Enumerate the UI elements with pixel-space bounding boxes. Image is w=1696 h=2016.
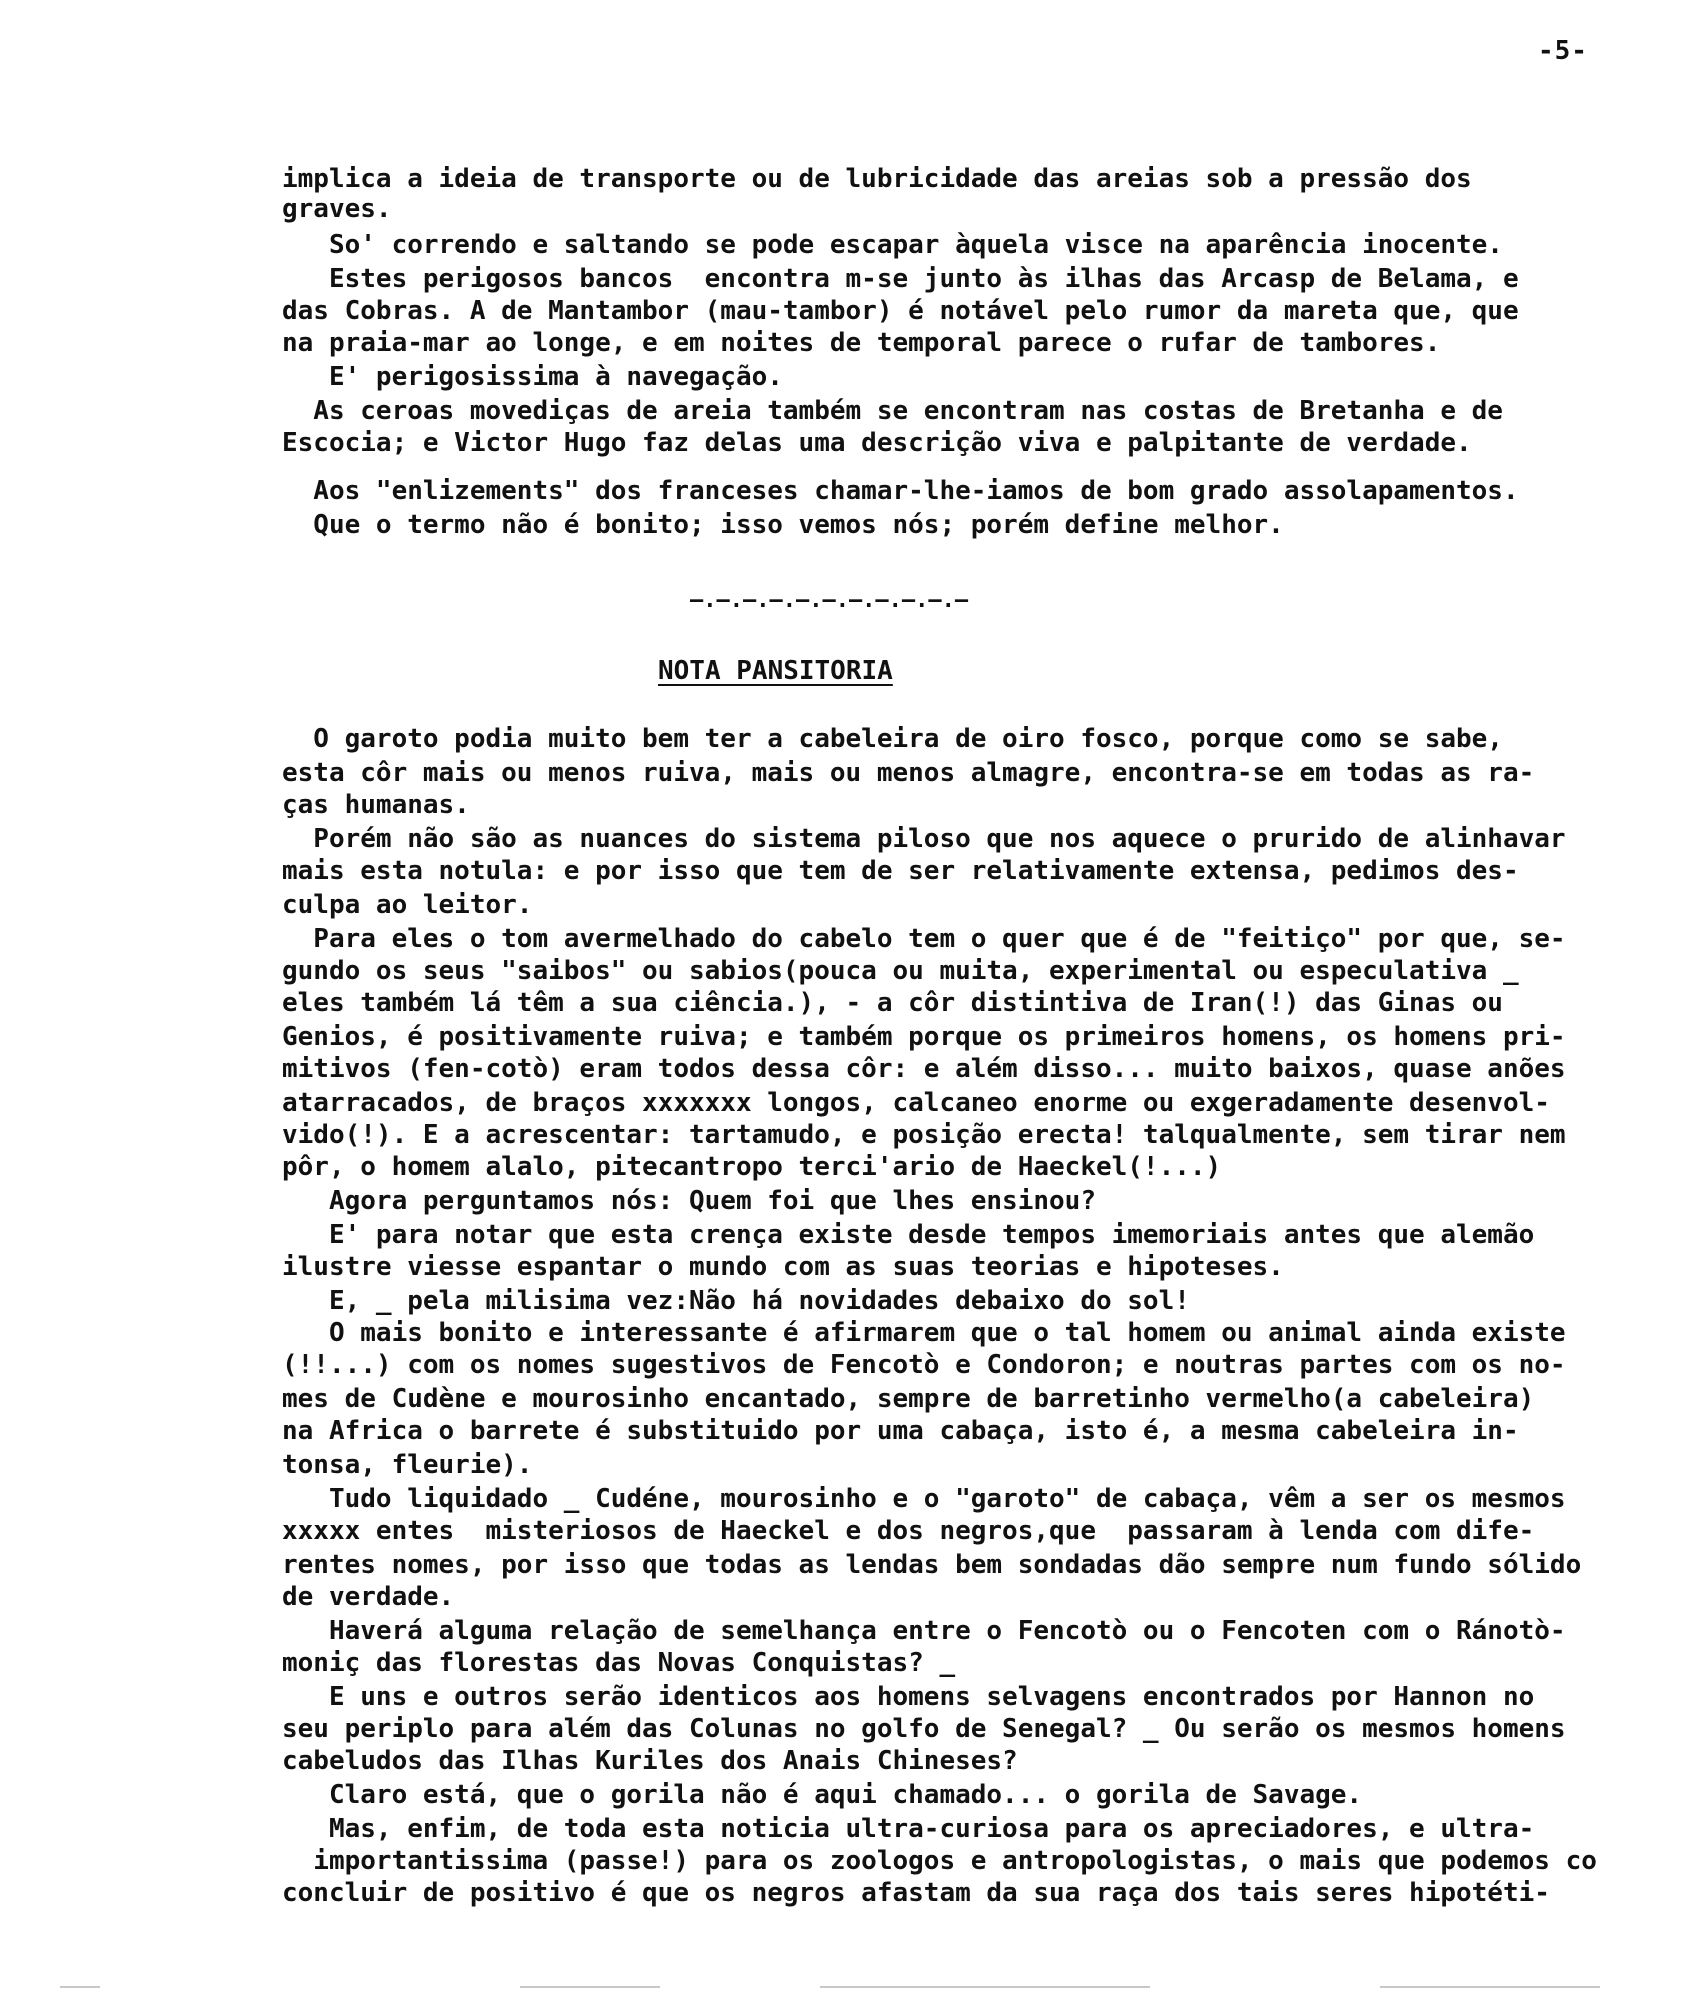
- text-line: Para eles o tom avermelhado do cabelo tem o quer que é de "feitiço" por que, se-: [282, 924, 1566, 954]
- text-line: vido(!). E a acrescentar: tartamudo, e posição erecta! talqualmente, sem tirar nem: [282, 1120, 1566, 1150]
- text-line: eles também lá têm a sua ciência.), - a côr distintiva de Iran(!) das Ginas ou: [282, 988, 1503, 1018]
- text-line: Aos "enlizements" dos franceses chamar-lhe-iamos de bom grado assolapamentos.: [282, 476, 1519, 506]
- text-line: O mais bonito e interessante é afirmarem que o tal homem ou animal ainda existe: [282, 1318, 1566, 1348]
- text-line: pôr, o homem alalo, pitecantropo terci'ario de Haeckel(!...): [282, 1152, 1222, 1182]
- text-line: mes de Cudène e mourosinho encantado, sempre de barretinho vermelho(a cabeleira): [282, 1384, 1535, 1414]
- text-line: Tudo liquidado _ Cudéne, mourosinho e o "garoto" de cabaça, vêm a ser os mesmos: [282, 1484, 1566, 1514]
- text-line: ças humanas.: [282, 790, 470, 820]
- text-line: concluir de positivo é que os negros afastam da sua raça dos tais seres hipotéti-: [282, 1878, 1550, 1908]
- text-line: na Africa o barrete é substituido por uma cabaça, isto é, a mesma cabeleira in-: [282, 1416, 1519, 1446]
- section-divider: —.—.—.—.—.—.—.—.—.—.—: [690, 588, 969, 613]
- text-line: tonsa, fleurie).: [282, 1450, 533, 1480]
- text-line: mais esta notula: e por isso que tem de ser relativamente extensa, pedimos des-: [282, 856, 1519, 886]
- text-line: seu periplo para além das Colunas no golfo de Senegal? _ Ou serão os mesmos homens: [282, 1714, 1566, 1744]
- text-line: esta côr mais ou menos ruiva, mais ou menos almagre, encontra-se em todas as ra-: [282, 758, 1535, 788]
- text-line: Haverá alguma relação de semelhança entre o Fencotò ou o Fencoten com o Ránotò-: [282, 1616, 1566, 1646]
- text-line: gundo os seus "saibos" ou sabios(pouca ou muita, experimental ou especulativa _: [282, 956, 1519, 986]
- text-line: rentes nomes, por isso que todas as lendas bem sondadas dão sempre num fundo sólido: [282, 1550, 1582, 1580]
- text-line: So' correndo e saltando se pode escapar àquela visce na aparência inocente.: [282, 230, 1503, 260]
- scan-artifact: [820, 1986, 1150, 1988]
- text-line: E uns e outros serão identicos aos homens selvagens encontrados por Hannon no: [282, 1682, 1535, 1712]
- text-line: Agora perguntamos nós: Quem foi que lhes ensinou?: [282, 1186, 1096, 1216]
- text-line: graves.: [282, 194, 392, 224]
- text-line: Claro está, que o gorila não é aqui chamado... o gorila de Savage.: [282, 1780, 1363, 1810]
- scan-artifact: [60, 1986, 100, 1988]
- text-line: Estes perigosos bancos encontra m-se junto às ilhas das Arcasp de Belama, e: [282, 264, 1519, 294]
- text-line: na praia-mar ao longe, e em noites de temporal parece o rufar de tambores.: [282, 328, 1441, 358]
- page-number: -5-: [1538, 36, 1588, 66]
- text-line: E' perigosissima à navegação.: [282, 362, 783, 392]
- text-line: xxxxx entes misteriosos de Haeckel e dos negros,que passaram à lenda com dife-: [282, 1516, 1535, 1546]
- text-line: E, _ pela milisima vez:Não há novidades debaixo do sol!: [282, 1286, 1190, 1316]
- text-line: E' para notar que esta crença existe desde tempos imemoriais antes que alemão: [282, 1220, 1535, 1250]
- text-line: das Cobras. A de Mantambor (mau-tambor) é notável pelo rumor da mareta que, que: [282, 296, 1519, 326]
- text-line: As ceroas movediças de areia também se encontram nas costas de Bretanha e de: [282, 396, 1503, 426]
- text-line: moniç das florestas das Novas Conquistas? _: [282, 1648, 956, 1678]
- text-line: implica a ideia de transporte ou de lubricidade das areias sob a pressão dos: [282, 164, 1472, 194]
- text-line: Mas, enfim, de toda esta noticia ultra-curiosa para os apreciadores, e ultra-: [282, 1814, 1535, 1844]
- text-line: ilustre viesse espantar o mundo com as suas teorias e hipoteses.: [282, 1252, 1284, 1282]
- text-line: mitivos (fen-cotò) eram todos dessa côr: e além disso... muito baixos, quase anões: [282, 1054, 1566, 1084]
- text-line: Genios, é positivamente ruiva; e também porque os primeiros homens, os homens pri-: [282, 1022, 1566, 1052]
- text-line: O garoto podia muito bem ter a cabeleira de oiro fosco, porque como se sabe,: [282, 724, 1503, 754]
- scan-artifact: [520, 1986, 660, 1988]
- text-line: Que o termo não é bonito; isso vemos nós; porém define melhor.: [282, 510, 1284, 540]
- text-line: importantissima (passe!) para os zoologos e antropologistas, o mais que podemos co: [282, 1846, 1597, 1876]
- text-line: cabeludos das Ilhas Kuriles dos Anais Chineses?: [282, 1746, 1018, 1776]
- text-line: culpa ao leitor.: [282, 890, 533, 920]
- text-line: atarracados, de braços xxxxxxx longos, calcaneo enorme ou exgeradamente desenvol-: [282, 1088, 1550, 1118]
- text-line: Escocia; e Victor Hugo faz delas uma descrição viva e palpitante de verdade.: [282, 428, 1472, 458]
- section-title: NOTA PANSITORIA: [658, 656, 893, 686]
- text-line: Porém não são as nuances do sistema piloso que nos aquece o prurido de alinhavar: [282, 824, 1566, 854]
- text-line: de verdade.: [282, 1582, 455, 1612]
- scan-artifact: [1380, 1986, 1600, 1988]
- text-line: (!!...) com os nomes sugestivos de Fencotò e Condoron; e noutras partes com os no-: [282, 1350, 1566, 1380]
